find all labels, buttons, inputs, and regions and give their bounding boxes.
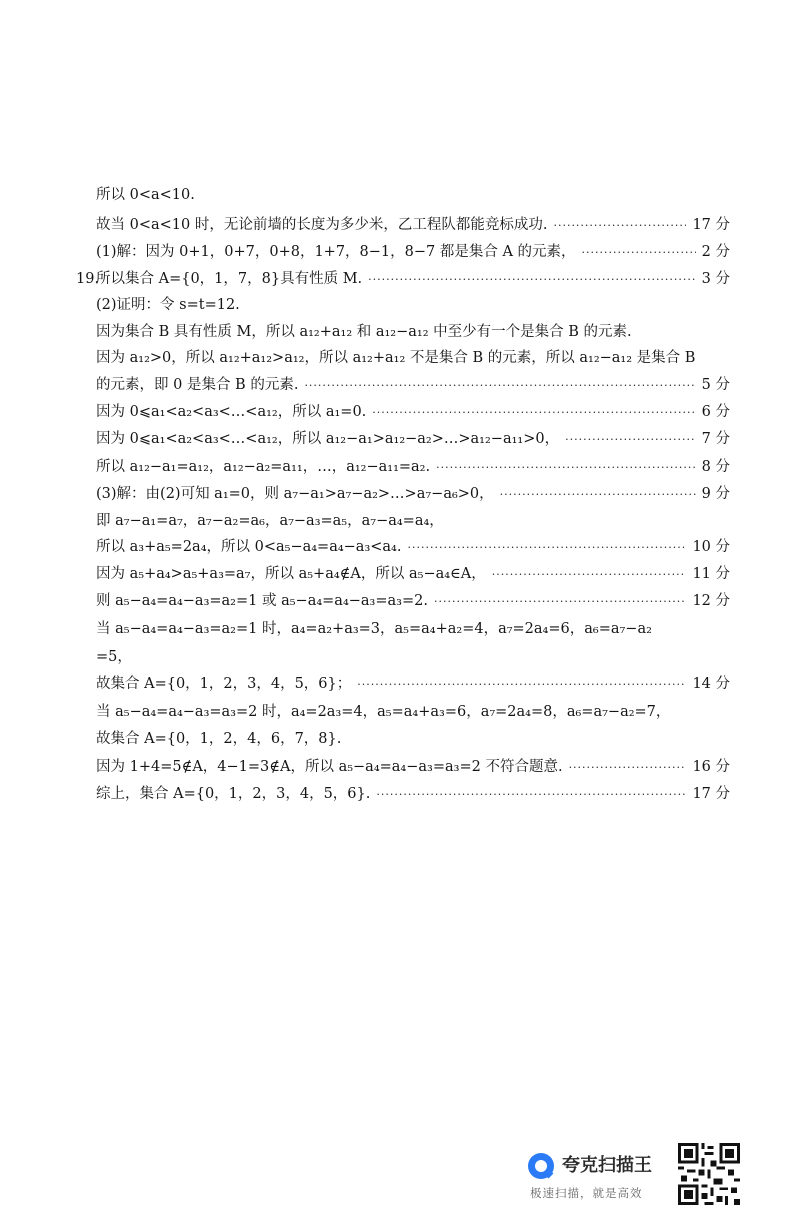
leader-dots [500,483,696,507]
line-text: 故当 0<a<10 时，无论前墙的长度为多少米，乙工程队都能竞标成功. [96,217,548,233]
text-line [96,267,730,291]
line-text: 因为 0⩽a₁<a₂<a₃<…<a₁₂，所以 a₁=0. [96,404,367,420]
line-text: (2)证明：令 s=t=12. [96,297,240,313]
text-line [96,373,730,397]
line-text: 的元素，即 0 是集合 B 的元素. [96,377,299,393]
text-line [96,645,730,669]
score-label: 3 分 [701,271,730,287]
text-line [96,427,730,451]
leader-dots [565,428,696,452]
line-text: 因为 0⩽a₁<a₂<a₃<…<a₁₂，所以 a₁₂−a₁>a₁₂−a₂>…>a₁₂−a₁₁>0， [96,431,560,447]
line-text: 当 a₅−a₄=a₄−a₃=a₃=2 时，a₄=2a₃=4，a₅=a₄+a₃=6，a₇=2a₄=8，a₆=a₇−a₂=7， [96,704,671,720]
line-text: 所以集合 A={0，1，7，8}具有性质 M. [96,271,363,287]
line-text: 则 a₅−a₄=a₄−a₃=a₂=1 或 a₅−a₄=a₄−a₃=a₃=2. [96,593,428,609]
line-text: 因为 a₅+a₄>a₅+a₃=a₇，所以 a₅+a₄∉A，所以 a₅−a₄∈A， [96,566,486,582]
quark-logo-icon [528,1153,554,1179]
text-line [96,617,730,641]
leader-dots [553,214,686,238]
text-line [96,700,730,724]
leader-dots [436,456,696,480]
score-label: 8 分 [701,459,730,475]
line-text: 所以 0<a<10. [96,187,195,203]
leader-dots [372,401,695,425]
line-text: 当 a₅−a₄=a₄−a₃=a₂=1 时，a₄=a₂+a₃=3，a₅=a₄+a₂=4，a₇=2a₄=6，a₆=a₇−a₂ [96,621,652,637]
score-label: 16 分 [692,759,730,775]
line-text: (1)解：因为 0+1，0+7，0+8，1+7，8−1，8−7 都是集合 A 的元素， [96,244,576,260]
score-label: 17 分 [692,786,730,802]
text-line [96,400,730,424]
leader-dots [582,241,696,265]
text-line [96,672,730,696]
text-line [96,755,730,779]
text-line [96,535,730,559]
score-label: 14 分 [692,676,730,692]
line-text: 所以 a₃+a₅=2a₄，所以 0<a₅−a₄=a₄−a₃<a₄. [96,539,402,555]
leader-dots [492,563,687,587]
text-line [96,562,730,586]
score-label: 11 分 [692,566,730,582]
line-text: 因为集合 B 具有性质 M，所以 a₁₂+a₁₂ 和 a₁₂−a₁₂ 中至少有一个是集合 B 的元素. [96,324,632,340]
text-line [96,183,730,207]
question-number: 19. [76,271,100,287]
line-text: 所以 a₁₂−a₁=a₁₂，a₁₂−a₂=a₁₁，…，a₁₂−a₁₁=a₂. [96,459,431,475]
leader-dots [304,374,695,398]
text-line [96,213,730,237]
score-label: 5 分 [701,377,730,393]
text-line [96,293,730,317]
line-text: 综上，集合 A={0，1，2，3，4，5，6}. [96,786,371,802]
watermark-slogan: 极速扫描，就是高效 [530,1186,643,1200]
text-line [96,482,730,506]
line-text: (3)解：由(2)可知 a₁=0，则 a₇−a₁>a₇−a₂>…>a₇−a₆>0， [96,486,494,502]
score-label: 10 分 [692,539,730,555]
line-text: 故集合 A={0，1，2，4，6，7，8}. [96,731,342,747]
qr-code-icon [678,1143,740,1205]
leader-dots [407,536,686,560]
line-text: =5， [96,649,132,665]
text-line [96,509,730,533]
score-label: 9 分 [701,486,730,502]
text-line [96,727,730,751]
leader-dots [357,673,686,697]
line-text: 即 a₇−a₁=a₇，a₇−a₂=a₆，a₇−a₃=a₅，a₇−a₄=a₄， [96,513,444,529]
score-label: 12 分 [692,593,730,609]
line-text: 因为 1+4=5∉A，4−1=3∉A，所以 a₅−a₄=a₄−a₃=a₃=2 不符合题意. [96,759,563,775]
score-label: 6 分 [701,404,730,420]
text-line [96,455,730,479]
leader-dots [368,268,696,292]
line-text: 因为 a₁₂>0，所以 a₁₂+a₁₂>a₁₂，所以 a₁₂+a₁₂ 不是集合 B 的元素，所以 a₁₂−a₁₂ 是集合 B [96,350,696,366]
text-line [96,782,730,806]
score-label: 2 分 [701,244,730,260]
quark-scanner-watermark [524,1145,679,1205]
text-line [96,589,730,613]
leader-dots [569,756,687,780]
text-line [96,240,730,264]
score-label: 7 分 [701,431,730,447]
watermark-name: 夸克扫描王 [562,1155,652,1176]
line-text: 故集合 A={0，1，2，3，4，5，6}； [96,676,352,692]
text-line [96,320,730,344]
leader-dots [434,590,686,614]
score-label: 17 分 [692,217,730,233]
leader-dots [376,783,686,807]
text-line [96,346,730,370]
